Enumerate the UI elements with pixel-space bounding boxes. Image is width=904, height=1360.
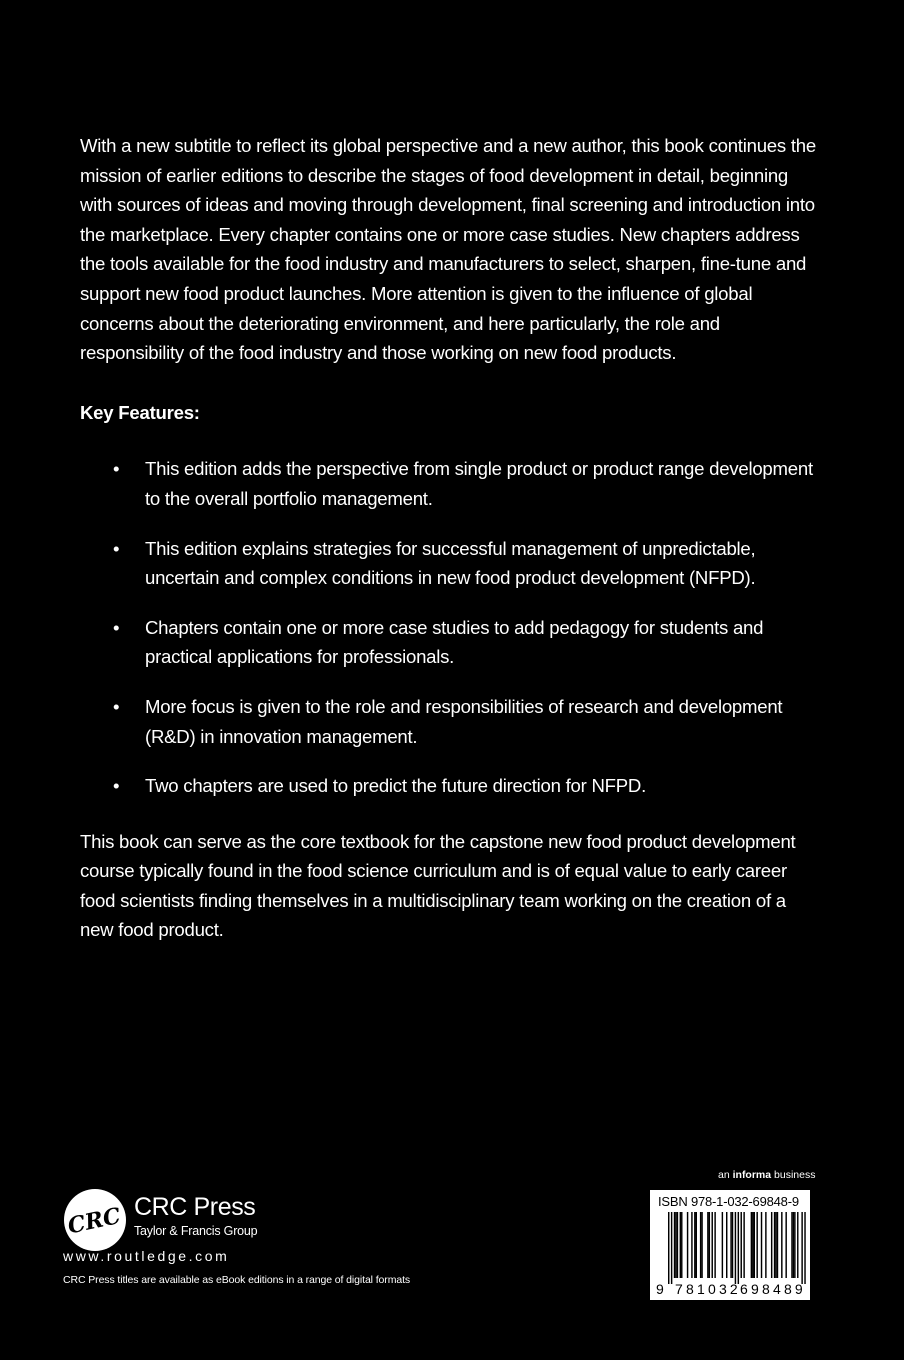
barcode-bar	[741, 1212, 742, 1278]
barcode-bar	[696, 1212, 697, 1278]
barcode-bar	[777, 1212, 778, 1278]
barcode-bar	[754, 1212, 755, 1278]
barcode-bar	[801, 1212, 802, 1284]
barcode-bar	[793, 1212, 794, 1278]
barcode-bar	[671, 1212, 672, 1284]
barcode-digits-left: 781032	[675, 1281, 741, 1297]
barcode-bar	[752, 1212, 753, 1278]
barcode-bar	[794, 1212, 795, 1278]
barcode-bar	[712, 1212, 713, 1278]
ebook-note: CRC Press titles are available as eBook editions in a range of digital formats	[63, 1274, 411, 1286]
closing-paragraph: This book can serve as the core textbook for the capstone new food product development course typically found in the food science curriculum and is of equal value to early career food scientists finding themselves in a multidisciplinary team working on the creation of a new food product.	[80, 830, 796, 941]
barcode-bar	[804, 1212, 805, 1284]
informa-suffix: business	[774, 1169, 816, 1181]
barcode-bar	[751, 1212, 752, 1278]
barcode-digit-first: 9	[656, 1281, 664, 1297]
list-item: • Two chapters are used to predict the future direction for NFPD.	[80, 771, 816, 801]
barcode-digits-right: 698489	[740, 1281, 806, 1297]
barcode-bar	[743, 1212, 744, 1278]
intro-paragraph: With a new subtitle to reflect its global perspective and a new author, this book continues the mission of earlier editions to describe the stages of food development in detail, beginning with sources of ideas and moving through development, final screening and introduction into the marketplace. Every chapter contains one or more case studies. New chapters address the tools available for the food industry and manufacturers to select, sharpen, fine-tune and support new food product launches. More attention is given to the influence of global concerns about the deteriorating environment, and here particularly, the role and responsibility of the food industry and those working on new food products.	[80, 135, 816, 364]
barcode-bar	[674, 1212, 675, 1278]
list-item: • This edition explains strategies for successful management of unpredictable, uncertain and complex conditions in new food product development (NFPD).	[80, 534, 816, 593]
barcode-bar	[707, 1212, 708, 1278]
key-features-heading: Key Features:	[80, 401, 200, 423]
informa-tagline	[718, 1168, 816, 1182]
barcode-bar	[732, 1212, 733, 1278]
barcode-bar	[797, 1212, 798, 1278]
barcode-bar	[730, 1212, 731, 1278]
features-list	[80, 454, 816, 800]
barcode-bar	[735, 1212, 736, 1284]
barcode-bar	[714, 1212, 715, 1278]
crc-press-logo	[63, 1188, 127, 1252]
barcode-bar	[726, 1212, 727, 1278]
barcode-bar	[680, 1212, 681, 1278]
barcode-bar	[785, 1212, 786, 1278]
barcode-bar	[756, 1212, 757, 1278]
barcode-bar	[774, 1212, 775, 1278]
barcode-bar	[691, 1212, 692, 1278]
barcode-box	[650, 1190, 810, 1300]
website-link[interactable]: www.routledge.com	[63, 1248, 230, 1264]
barcode-bar	[677, 1212, 678, 1278]
barcode-bar	[761, 1212, 762, 1278]
barcode-bar	[687, 1212, 688, 1278]
publisher-group: Taylor & Francis Group	[134, 1224, 258, 1238]
publisher-name: CRC Press	[134, 1193, 256, 1221]
list-item: • Chapters contain one or more case studies to add pedagogy for students and practical applications for professionals.	[80, 613, 816, 672]
crc-logo-text: CRC	[65, 1202, 124, 1240]
barcode-bar	[765, 1212, 766, 1278]
barcode-bar	[781, 1212, 782, 1278]
barcode-bar	[775, 1212, 776, 1278]
barcode-bar	[709, 1212, 710, 1278]
description	[80, 131, 816, 945]
barcode-bar	[738, 1212, 739, 1284]
informa-prefix: an	[718, 1169, 730, 1181]
list-item: • This edition adds the perspective from single product or product range development to the overall portfolio management.	[80, 454, 816, 513]
barcode-bar	[701, 1212, 702, 1278]
barcode-bar	[791, 1212, 792, 1278]
isbn-label: ISBN 978-1-032-69848-9	[658, 1194, 799, 1209]
barcode-bar	[700, 1212, 701, 1278]
informa-brand: informa	[732, 1169, 772, 1181]
barcode-bar	[668, 1212, 669, 1284]
barcode-bar	[722, 1212, 723, 1278]
barcode-bar	[675, 1212, 676, 1278]
barcode-bar	[681, 1212, 682, 1278]
list-item: • More focus is given to the role and responsibilities of research and development (R&D) in innovation management.	[80, 692, 816, 751]
barcode-bar	[694, 1212, 695, 1278]
barcode-bar	[771, 1212, 772, 1278]
